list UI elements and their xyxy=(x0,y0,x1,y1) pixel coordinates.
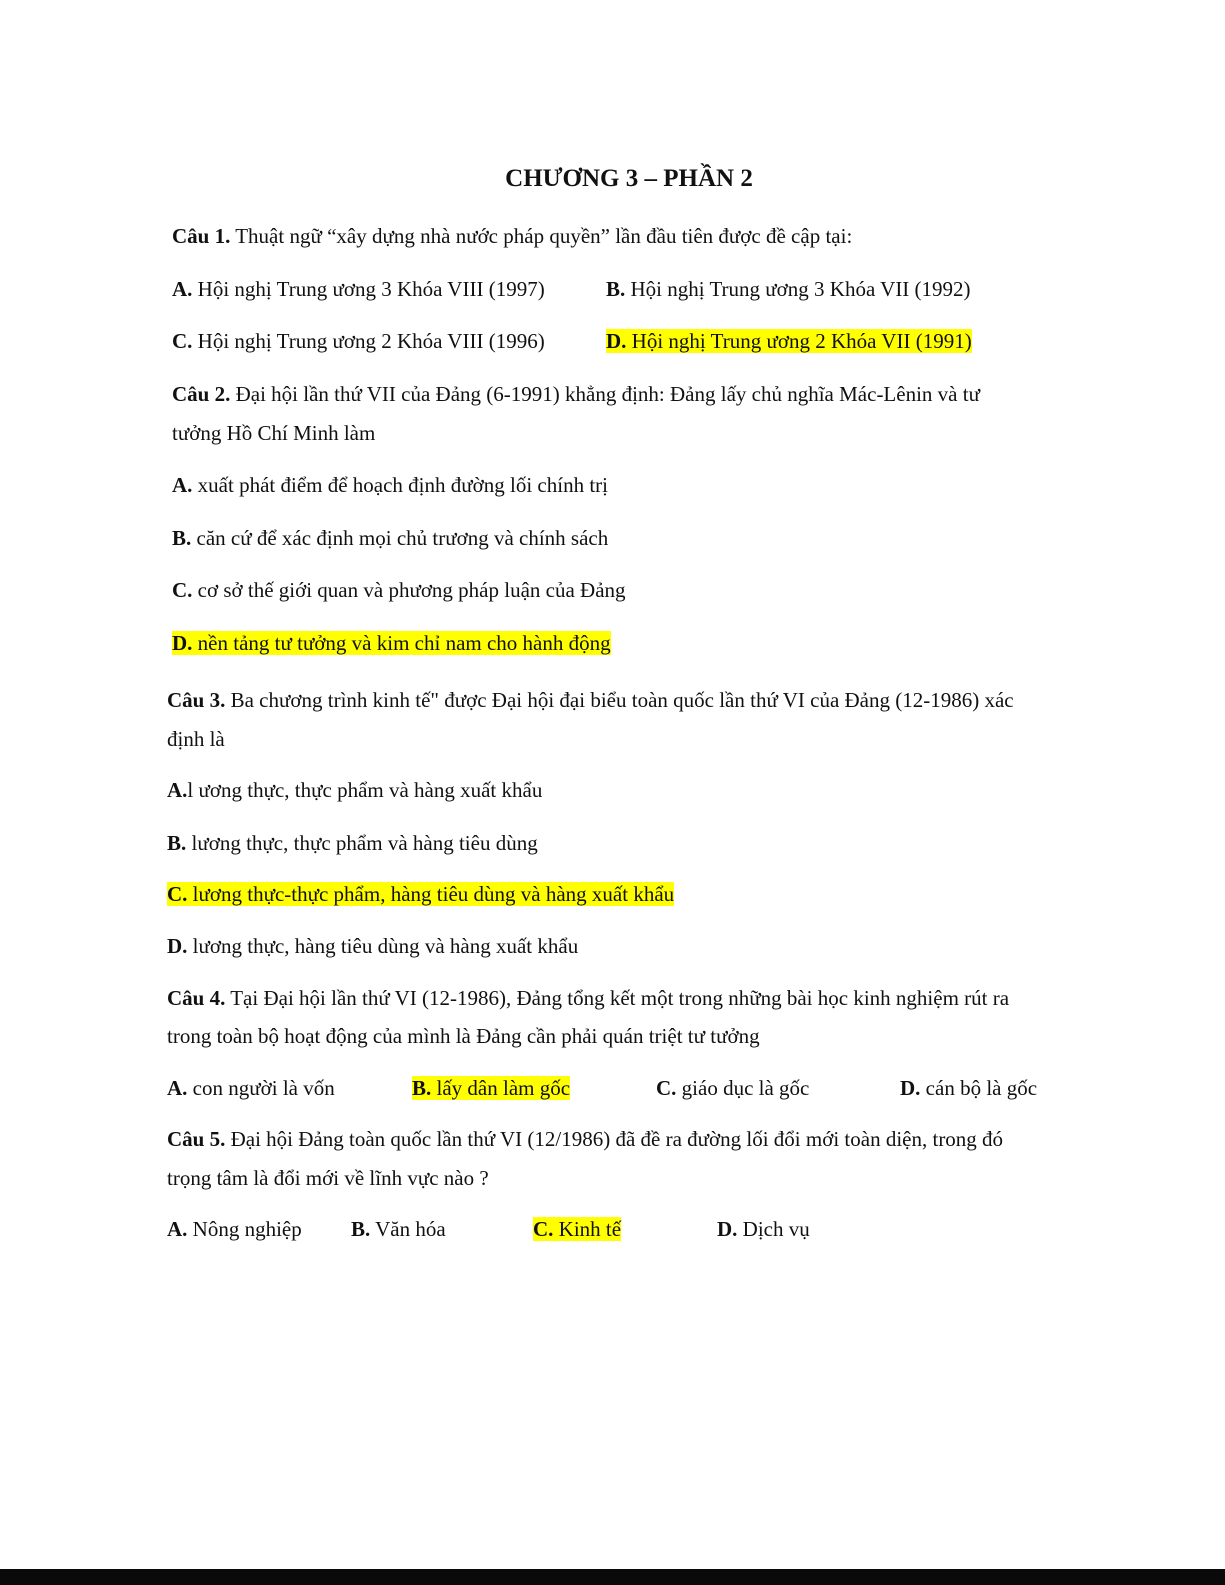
question-5-stem-line-2: trọng tâm là đổi mới về lĩnh vực nào ? xyxy=(167,1166,489,1190)
answer-highlight: C. Kinh tế xyxy=(533,1217,622,1241)
question-3-option-d: D. lương thực, hàng tiêu dùng và hàng xuất khẩu xyxy=(167,934,579,958)
question-2-option-d xyxy=(172,629,611,657)
question-1-option-d xyxy=(606,327,972,355)
answer-highlight: B. lấy dân làm gốc xyxy=(412,1076,571,1100)
question-5-option-c xyxy=(533,1215,621,1243)
question-1-option-b: B. Hội nghị Trung ương 3 Khóa VII (1992) xyxy=(606,277,971,301)
question-1-label: Câu 1. xyxy=(172,224,231,248)
question-3-stem-line-2: định là xyxy=(167,727,225,751)
question-3-option-b: B. lương thực, thực phẩm và hàng tiêu dùng xyxy=(167,831,538,855)
question-5-option-b: B. Văn hóa xyxy=(351,1217,446,1241)
question-4-option-a: A. con người là vốn xyxy=(167,1076,335,1100)
question-1-option-c: C. Hội nghị Trung ương 2 Khóa VIII (1996) xyxy=(172,329,545,353)
question-2-label: Câu 2. xyxy=(172,382,231,406)
question-1-stem xyxy=(172,222,852,250)
answer-highlight: D. Hội nghị Trung ương 2 Khóa VII (1991) xyxy=(606,329,972,353)
question-1-text: Thuật ngữ “xây dựng nhà nước pháp quyền” lần đầu tiên được đề cập tại: xyxy=(235,224,853,248)
question-5-stem: Câu 5. Đại hội Đảng toàn quốc lần thứ VI (12/1986) đã đề ra đường lối đổi mới toàn diện, trong đó xyxy=(167,1127,1004,1151)
question-4-stem: Câu 4. Tại Đại hội lần thứ VI (12-1986), Đảng tổng kết một trong những bài học kinh nghiệm rút ra xyxy=(167,986,1010,1010)
question-4-stem-line-2: trong toàn bộ hoạt động của mình là Đảng cần phải quán triệt tư tưởng xyxy=(167,1024,760,1048)
question-4-option-b xyxy=(412,1074,570,1102)
question-4-label: Câu 4. xyxy=(167,986,226,1010)
answer-highlight: D. nền tảng tư tưởng và kim chỉ nam cho hành động xyxy=(172,631,611,655)
question-3-stem: Câu 3. Ba chương trình kinh tế" được Đại hội đại biểu toàn quốc lần thứ VI của Đảng (12-1986) xác xyxy=(167,688,1014,712)
question-3-option-c xyxy=(167,880,674,908)
question-1-option-a: A. Hội nghị Trung ương 3 Khóa VIII (1997) xyxy=(172,277,545,301)
question-5-label: Câu 5. xyxy=(167,1127,226,1151)
question-2-stem-line-2: tưởng Hồ Chí Minh làm xyxy=(172,421,376,445)
question-2-stem: Câu 2. Đại hội lần thứ VII của Đảng (6-1991) khẳng định: Đảng lấy chủ nghĩa Mác-Lênin và tư xyxy=(172,382,980,406)
question-2-option-c: C. cơ sở thế giới quan và phương pháp luận của Đảng xyxy=(172,578,626,602)
question-5-option-d: D. Dịch vụ xyxy=(717,1217,810,1241)
question-2-option-b: B. căn cứ để xác định mọi chủ trương và chính sách xyxy=(172,526,609,550)
answer-highlight: C. lương thực-thực phẩm, hàng tiêu dùng và hàng xuất khẩu xyxy=(167,882,675,906)
question-3-option-a: A.l ương thực, thực phẩm và hàng xuất khẩu xyxy=(167,778,543,802)
page-title: CHƯƠNG 3 – PHẦN 2 xyxy=(505,165,753,192)
question-5-option-a: A. Nông nghiệp xyxy=(167,1217,302,1241)
question-4-option-d: D. cán bộ là gốc xyxy=(900,1076,1038,1100)
question-3-label: Câu 3. xyxy=(167,688,226,712)
bottom-edge-bar xyxy=(0,1569,1225,1585)
question-4-option-c: C. giáo dục là gốc xyxy=(656,1076,810,1100)
question-2-option-a: A. xuất phát điểm để hoạch định đường lối chính trị xyxy=(172,473,608,497)
